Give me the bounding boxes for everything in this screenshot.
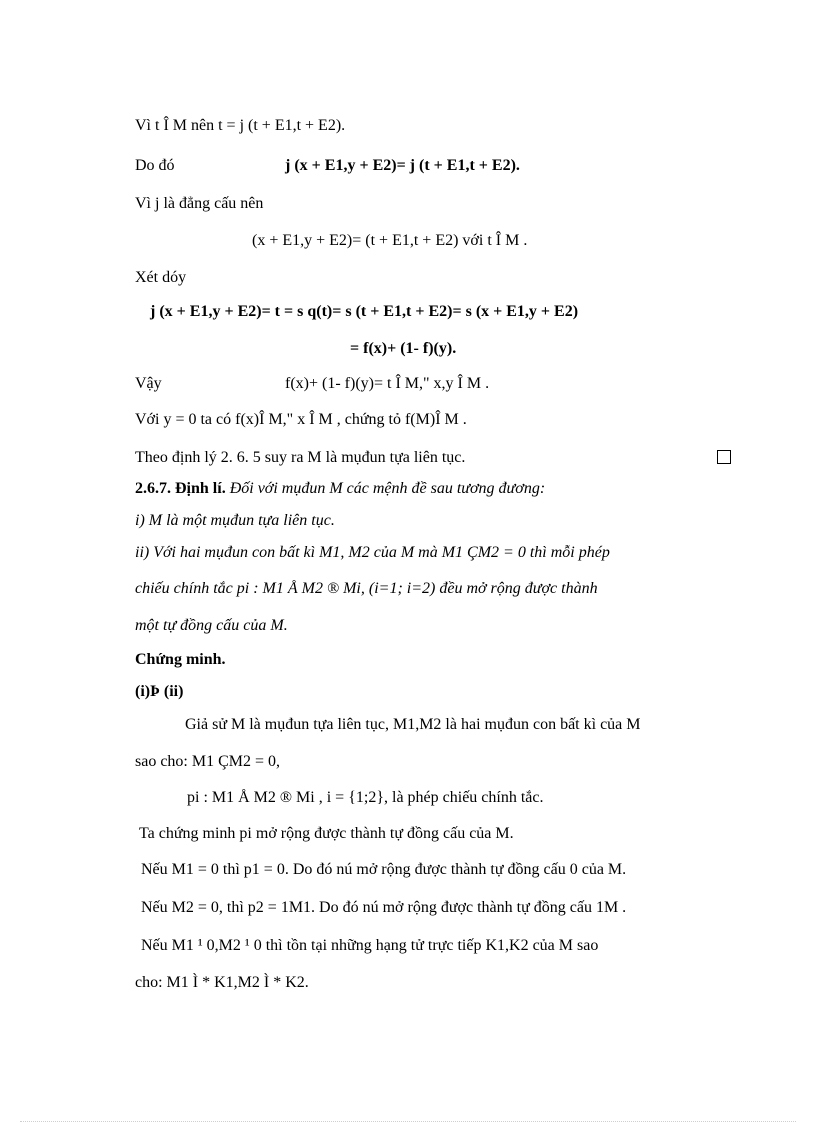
proof-line-3: pi : M1 Å M2 ® Mi , i = {1;2}, là phép chiếu chính tắc.: [187, 789, 544, 806]
end-of-proof-square: [717, 450, 731, 464]
text-line-2-lead: Do đó: [135, 157, 175, 174]
theorem-number: 2.6.7. Định lí.: [135, 480, 226, 497]
proof-line-4: Ta chứng minh pi mở rộng được thành tự đồng cấu của M.: [139, 825, 514, 842]
theorem-item-1: i) M là một mụđun tựa liên tục.: [135, 512, 335, 529]
proof-line-1: Giả sử M là mụđun tựa liên tục, M1,M2 là hai mụđun con bất kì của M: [185, 716, 641, 733]
text-line-5: Xét dóy: [135, 269, 187, 286]
proof-line-8: cho: M1 Ì * K1,M2 Ì * K2.: [135, 974, 309, 991]
text-line-10: Theo định lý 2. 6. 5 suy ra M là mụđun tựa liên tục.: [135, 449, 466, 466]
formula-line-4: (x + E1,y + E2)= (t + E1,t + E2) với t Î M .: [252, 232, 528, 249]
theorem-heading: [135, 478, 733, 500]
text-line-8: [135, 373, 733, 395]
proof-direction: (i)Þ (ii): [135, 683, 184, 700]
text-line-8-lead: Vậy: [135, 375, 162, 392]
text-line-3: Vì j là đẳng cấu nên: [135, 195, 264, 212]
formula-line-6: j (x + E1,y + E2)= t = s q(t)= s (t + E1,t + E2)= s (x + E1,y + E2): [150, 303, 579, 320]
proof-line-7: Nếu M1 ¹ 0,M2 ¹ 0 thì tồn tại những hạng tử trực tiếp K1,K2 của M sao: [141, 937, 599, 954]
text-line-1: Vì t Î M nên t = j (t + E1,t + E2).: [135, 117, 346, 134]
text-line-9: Với y = 0 ta có f(x)Î M," x Î M , chứng tỏ f(M)Î M .: [135, 411, 467, 428]
theorem-statement: Đối với mụđun M các mệnh đề sau tương đương:: [225, 480, 546, 497]
proof-line-5: Nếu M1 = 0 thì p1 = 0. Do đó nú mở rộng được thành tự đồng cấu 0 của M.: [141, 861, 627, 878]
text-line-2: [135, 155, 733, 177]
proof-line-2: sao cho: M1 ÇM2 = 0,: [135, 753, 281, 770]
formula-line-8: f(x)+ (1- f)(y)= t Î M," x,y Î M .: [285, 375, 490, 392]
proof-heading: Chứng minh.: [135, 651, 226, 668]
formula-line-7: = f(x)+ (1- f)(y).: [350, 340, 457, 357]
theorem-item-2-end: một tự đồng cấu của M.: [135, 617, 288, 634]
formula-line-2: j (x + E1,y + E2)= j (t + E1,t + E2).: [285, 157, 520, 174]
theorem-item-2-cont: chiếu chính tắc pi : M1 Å M2 ® Mi, (i=1; i=2) đều mở rộng được thành: [135, 580, 598, 597]
proof-line-6: Nếu M2 = 0, thì p2 = 1M1. Do đó nú mở rộng được thành tự đồng cấu 1M .: [141, 899, 627, 916]
theorem-item-2: ii) Với hai mụđun con bất kì M1, M2 của M mà M1 ÇM2 = 0 thì mỗi phép: [135, 544, 610, 561]
page-bottom-rule: [20, 1121, 796, 1122]
